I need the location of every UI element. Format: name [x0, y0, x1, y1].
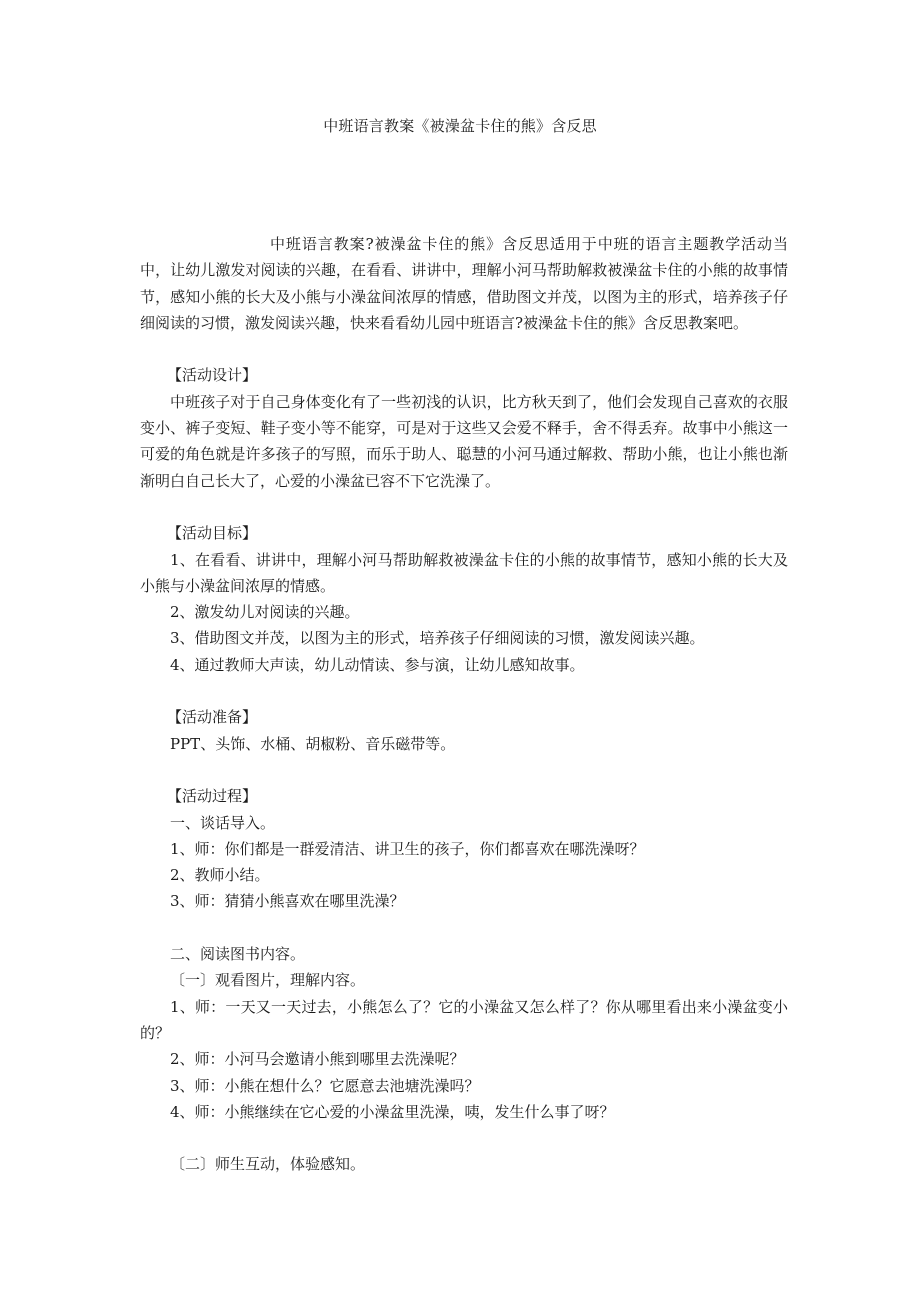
process-item: 3、师：猜猜小熊喜欢在哪里洗澡？: [170, 892, 405, 911]
process-part1-title: 一、谈话导入。: [170, 813, 276, 832]
spacer: [140, 1125, 788, 1151]
goal-item: 1、在看看、讲讲中，理解小河马帮助解救被澡盆卡住的小熊的故事情节，感知小熊的长大及小熊与小澡盆间浓厚的情感。: [140, 550, 788, 595]
process-part2-title: 二、阅读图书内容。: [170, 945, 306, 964]
prep-heading: 【活动准备】: [167, 708, 258, 727]
intro-paragraph: 中班语言教案?被澡盆卡住的熊》含反思适用于中班的语言主题教学活动当中，让幼儿激发对阅读的兴趣，在看看、讲讲中，理解小河马帮助解救被澡盆卡住的小熊的故事情节，感知小熊的长大及小熊与小澡盆间浓厚的情感，借助图文并茂，以图为主的形式，培养孩子仔细阅读的习惯，激发阅读兴趣，快来看看幼儿园中班语言?被澡盆卡住的熊》含反思教案吧。: [140, 235, 788, 332]
process-sub-heading: 〔一〕观看图片，理解内容。: [170, 971, 366, 990]
design-paragraph: 中班孩子对于自己身体变化有了一些初浅的认识，比方秋天到了，他们会发现自己喜欢的衣服变小、裤子变短、鞋子变小等不能穿，可是对于这些又会爱不释手，舍不得丢弃。故事中小熊这一可爱的角色就是许多孩子的写照，而乐于助人、聪慧的小河马通过解救、帮助小熊，也让小熊也渐渐明白自己长大了，心爱的小澡盆已容不下它洗澡了。: [140, 392, 788, 490]
spacer: [140, 915, 788, 941]
process-item: 4、师：小熊继续在它心爱的小澡盆里洗澡，咦，发生什么事了呀？: [170, 1102, 615, 1121]
goal-item: 3、借助图文并茂，以图为主的形式，培养孩子仔细阅读的习惯，激发阅读兴趣。: [170, 629, 705, 648]
spacer: [140, 494, 788, 520]
process-item: 3、师：小熊在想什么？它愿意去池塘洗澡吗？: [170, 1076, 480, 1095]
prep-paragraph: PPT、头饰、水桶、胡椒粉、音乐磁带等。: [170, 734, 456, 753]
document-body: [140, 231, 788, 1178]
spacer: [140, 757, 788, 783]
design-heading: 【活动设计】: [167, 366, 258, 385]
process-item: 1、师：你们都是一群爱清洁、讲卫生的孩子，你们都喜欢在哪洗澡呀？: [170, 839, 645, 858]
process-item: 2、师：小河马会邀请小熊到哪里去洗澡呢？: [170, 1050, 465, 1069]
process-heading: 【活动过程】: [167, 787, 258, 806]
process-item: 1、师：一天又一天过去，小熊怎么了？它的小澡盆又怎么样了？你从哪里看出来小澡盆变小的？: [140, 997, 788, 1042]
spacer: [140, 678, 788, 704]
document-title: 中班语言教案《被澡盆卡住的熊》含反思: [323, 117, 597, 135]
spacer: [140, 336, 788, 362]
process-sub-heading: 〔二〕师生互动，体验感知。: [170, 1155, 366, 1174]
process-item: 2、教师小结。: [170, 866, 270, 885]
goal-item: 4、通过教师大声读，幼儿动情读、参与演，让幼儿感知故事。: [170, 655, 585, 674]
goal-item: 2、激发幼儿对阅读的兴趣。: [170, 603, 360, 622]
goals-heading: 【活动目标】: [167, 524, 258, 543]
